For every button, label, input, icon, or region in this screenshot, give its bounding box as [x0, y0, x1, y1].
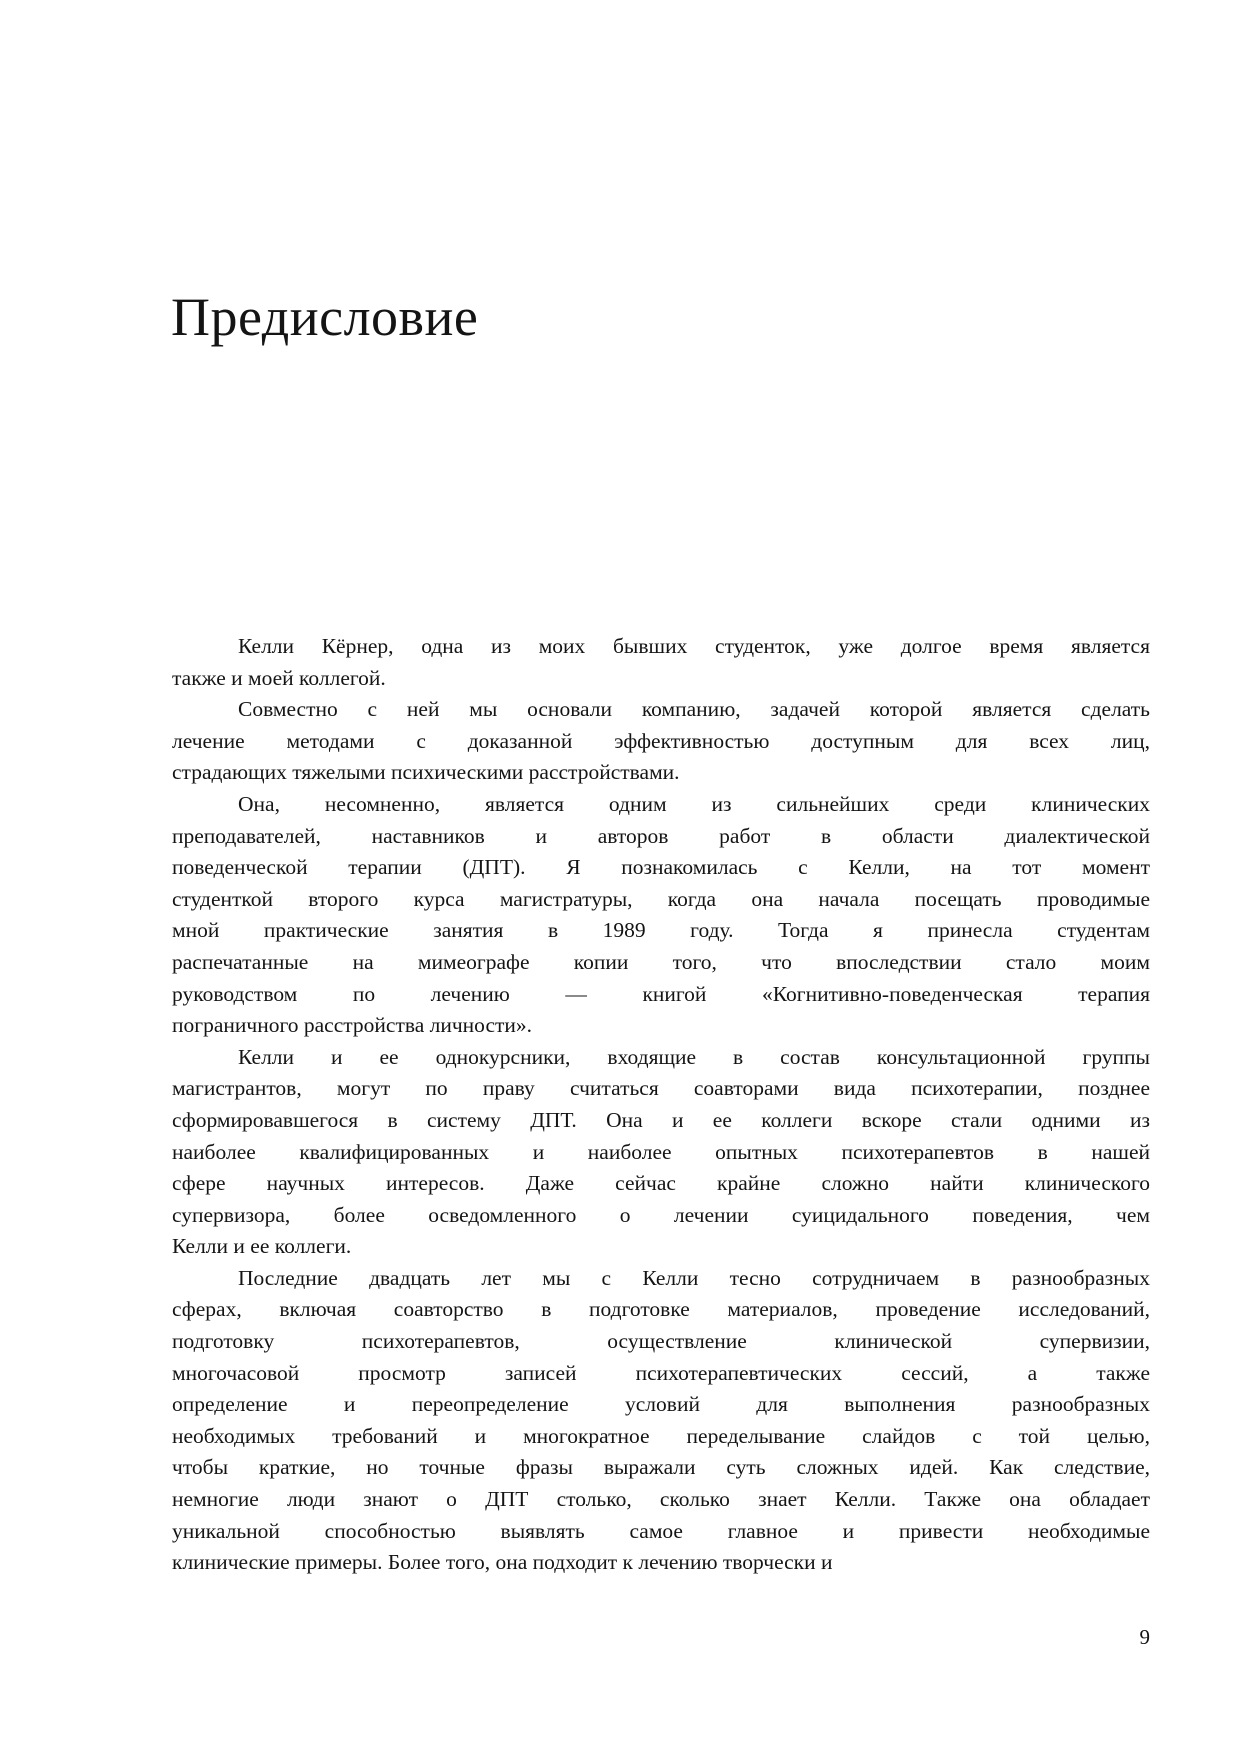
- text-line: поведенческой терапии (ДПТ). Я познакомилась с Келли, на тот момент: [172, 855, 1150, 880]
- text-line: наиболее квалифицированных и наиболее опытных психотерапевтов в нашей: [172, 1139, 1150, 1164]
- text-line: Келли и ее коллеги.: [172, 1234, 352, 1259]
- text-line: лечение методами с доказанной эффективностью доступным для всех лиц,: [172, 728, 1150, 753]
- page-number: 9: [1139, 1625, 1150, 1649]
- text-line: преподавателей, наставников и авторов работ в области диалектической: [172, 823, 1150, 848]
- text-line: сформировавшегося в систему ДПТ. Она и ее коллеги вскоре стали одними из: [172, 1107, 1150, 1132]
- text-line: подготовку психотерапевтов, осуществление клинической супервизии,: [172, 1329, 1150, 1354]
- text-line: Она, несомненно, является одним из сильнейших среди клинических: [238, 791, 1150, 816]
- paragraph: [172, 631, 1150, 694]
- paragraph: [172, 789, 1150, 1042]
- paragraph: [172, 694, 1150, 789]
- paragraph: [172, 1042, 1150, 1263]
- text-line: Келли Кёрнер, одна из моих бывших студенток, уже долгое время является: [238, 634, 1150, 658]
- text-line: супервизора, более осведомленного о лечении суицидального поведения, чем: [172, 1202, 1150, 1227]
- text-line: руководством по лечению — книгой «Когнитивно-поведенческая терапия: [172, 981, 1150, 1006]
- text-line: сферах, включая соавторство в подготовке материалов, проведение исследований,: [172, 1297, 1150, 1322]
- text-line: чтобы краткие, но точные фразы выражали суть сложных идей. Как следствие,: [172, 1455, 1150, 1480]
- text-line: студенткой второго курса магистратуры, когда она начала посещать проводимые: [172, 886, 1150, 911]
- text-line: сфере научных интересов. Даже сейчас крайне сложно найти клинического: [172, 1171, 1150, 1196]
- body-text-block: [172, 631, 1150, 1579]
- text-line: также и моей коллегой.: [172, 665, 386, 690]
- chapter-heading: Предисловие: [171, 287, 479, 347]
- text-line: Совместно с ней мы основали компанию, задачей которой является сделать: [238, 697, 1150, 722]
- text-line: мной практические занятия в 1989 году. Тогда я принесла студентам: [172, 918, 1150, 943]
- text-line: клинические примеры. Более того, она подходит к лечению творчески и: [172, 1550, 833, 1575]
- text-line: определение и переопределение условий для выполнения разнообразных: [172, 1392, 1150, 1417]
- text-line: страдающих тяжелыми психическими расстройствами.: [172, 760, 680, 785]
- paragraph: [172, 1263, 1150, 1579]
- text-line: многочасовой просмотр записей психотерапевтических сессий, а также: [172, 1360, 1150, 1385]
- text-line: необходимых требований и многократное переделывание слайдов с той целью,: [172, 1423, 1150, 1448]
- text-line: уникальной способностью выявлять самое главное и привести необходимые: [172, 1518, 1150, 1543]
- text-line: распечатанные на мимеографе копии того, что впоследствии стало моим: [172, 949, 1150, 974]
- text-line: Последние двадцать лет мы с Келли тесно сотрудничаем в разнообразных: [238, 1265, 1150, 1290]
- text-line: пограничного расстройства личности».: [172, 1013, 533, 1038]
- text-line: магистрантов, могут по праву считаться соавторами вида психотерапии, позднее: [172, 1076, 1150, 1101]
- text-line: Келли и ее однокурсники, входящие в состав консультационной группы: [238, 1044, 1150, 1069]
- text-line: немногие люди знают о ДПТ столько, сколько знает Келли. Также она обладает: [172, 1487, 1150, 1512]
